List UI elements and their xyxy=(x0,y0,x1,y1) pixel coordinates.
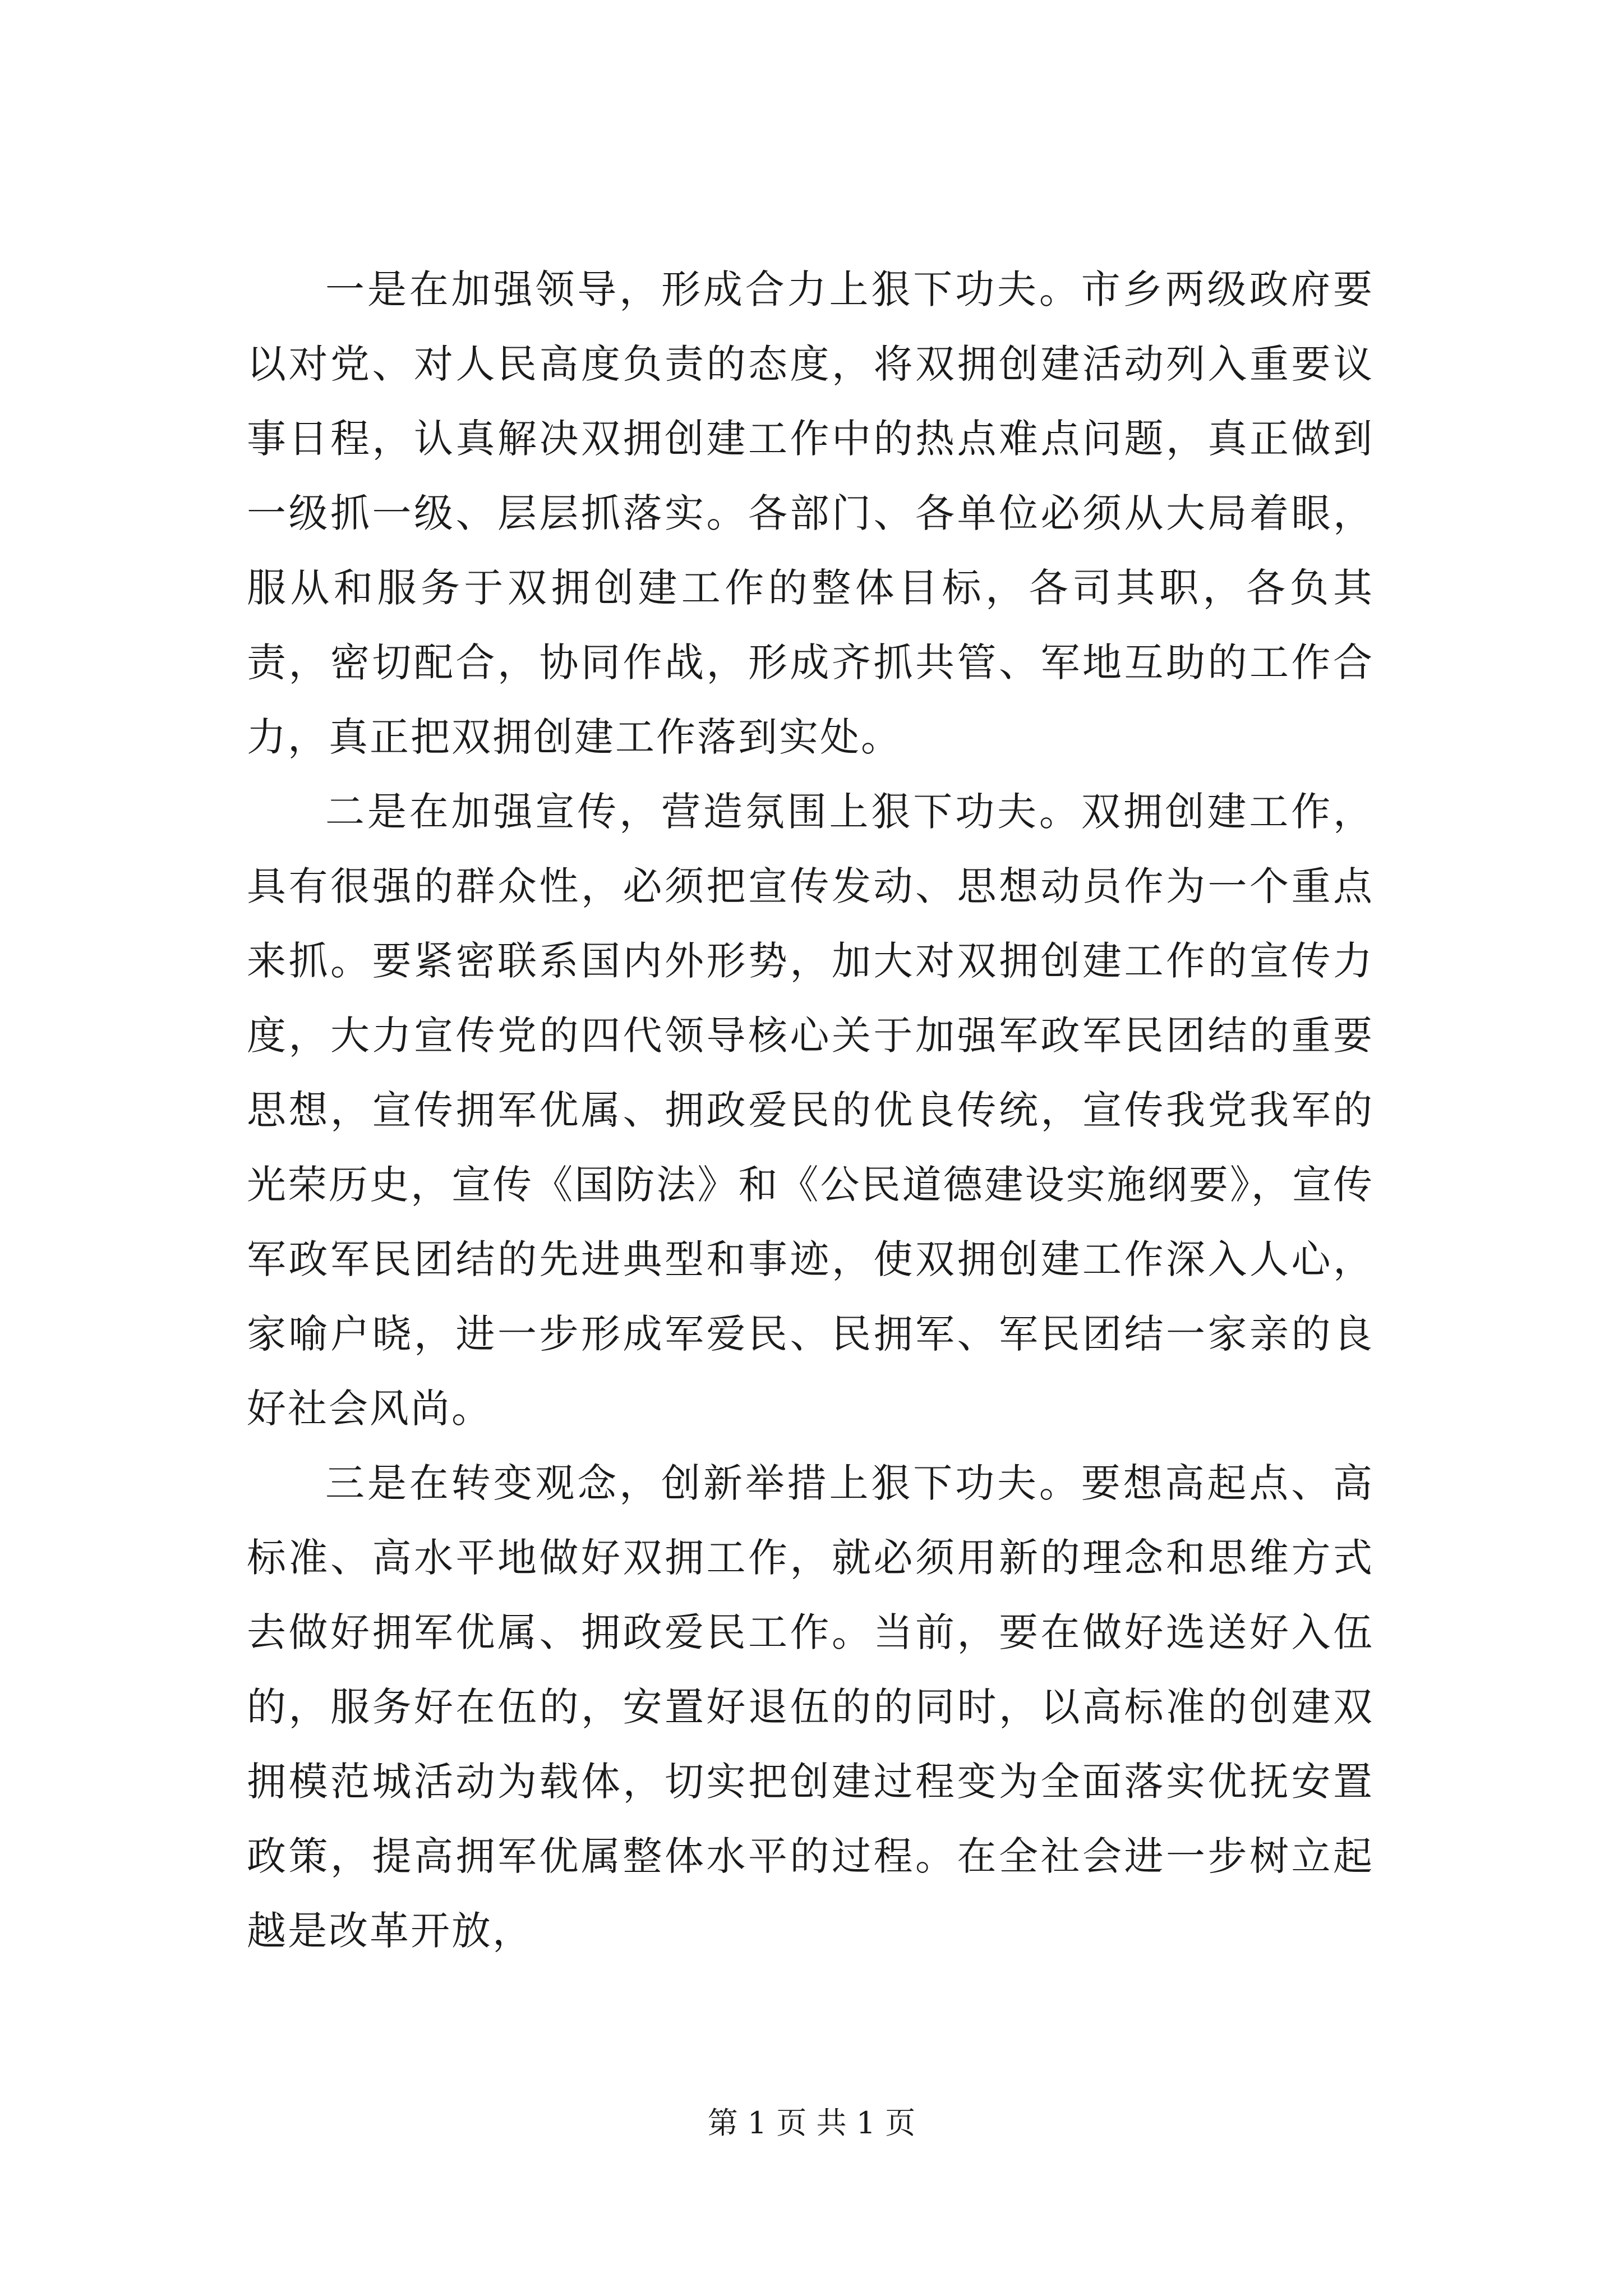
paragraph-2: 二是在加强宣传，营造氛围上狠下功夫。双拥创建工作，具有很强的群众性，必须把宣传发动、思想动员作为一个重点来抓。要紧密联系国内外形势，加大对双拥创建工作的宣传力度，大力宣传党的四代领导核心关于加强军政军民团结的重要思想，宣传拥军优属、拥政爱民的优良传统，宣传我党我军的光荣历史，宣传《国防法》和《公民道德建设实施纲要》，宣传军政军民团结的先进典型和事迹，使双拥创建工作深入人心，家喻户晓，进一步形成军爱民、民拥军、军民团结一家亲的良好社会风尚。 xyxy=(247,789,1374,1432)
document-body xyxy=(247,252,1374,1968)
page-footer: 第 1 页 共 1 页 xyxy=(707,2105,916,2141)
paragraph-1: 一是在加强领导，形成合力上狠下功夫。市乡两级政府要以对党、对人民高度负责的态度，将双拥创建活动列入重要议事日程，认真解决双拥创建工作中的热点难点问题，真正做到一级抓一级、层层抓落实。各部门、各单位必须从大局着眼，服从和服务于双拥创建工作的整体目标，各司其职，各负其责，密切配合，协同作战，形成齐抓共管、军地互助的工作合力，真正把双拥创建工作落到实处。 xyxy=(247,266,1374,760)
paragraph-3: 三是在转变观念，创新举措上狠下功夫。要想高起点、高标准、高水平地做好双拥工作，就必须用新的理念和思维方式去做好拥军优属、拥政爱民工作。当前，要在做好选送好入伍的，服务好在伍的，安置好退伍的的同时，以高标准的创建双拥模范城活动为载体，切实把创建过程变为全面落实优抚安置政策，提高拥军优属整体水平的过程。在全社会进一步树立起越是改革开放， xyxy=(247,1460,1374,1954)
